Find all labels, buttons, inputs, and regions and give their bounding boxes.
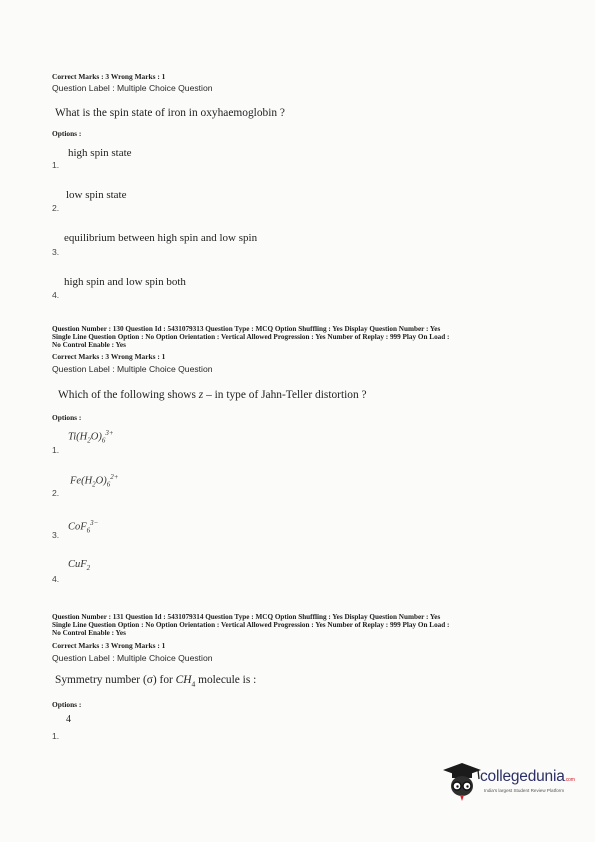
brand-tagline: India's largest Student Review Platform: [484, 788, 565, 793]
formula-charge: 3+: [105, 429, 114, 437]
q129-option-text: high spin and low spin both: [64, 276, 186, 288]
q130-option-formula: [68, 559, 90, 572]
q129-question: What is the spin state of iron in oxyhaemoglobin ?: [55, 107, 285, 119]
q130-option-number: 4.: [52, 574, 60, 584]
q130-option-formula: [70, 473, 118, 489]
q129-options-heading: Options :: [52, 129, 82, 138]
formula-part: CoF: [68, 521, 87, 533]
q129-option-number: 4.: [52, 290, 60, 300]
formula-sub: 2: [87, 436, 91, 445]
q129-option-text: low spin state: [66, 189, 127, 201]
brand-name: [480, 768, 575, 786]
collegedunia-logo: [440, 760, 580, 804]
formula-sub: 2: [92, 480, 96, 489]
formula-part: O): [95, 475, 107, 487]
q131-meta-line: Question Number : 131 Question Id : 5431079314 Question Type : MCQ Option Shuffling : Yes Display Question Number : Yes: [52, 613, 441, 621]
formula-sub: 2: [86, 564, 91, 573]
formula-part: O): [90, 431, 102, 443]
q130-option-number: 3.: [52, 530, 60, 540]
formula-sub: 6: [106, 480, 111, 489]
q129-label: Question Label : Multiple Choice Question: [52, 83, 213, 93]
q129-option-number: 3.: [52, 247, 60, 257]
q130-option-number: 2.: [52, 488, 60, 498]
q129-option-text: high spin state: [68, 147, 132, 159]
q130-meta-line: Question Number : 130 Question Id : 5431079313 Question Type : MCQ Option Shuffling : Yes Display Question Number : Yes: [52, 325, 441, 333]
q131-question-chem-sub: 4: [191, 679, 196, 689]
q130-marks: Correct Marks : 3 Wrong Marks : 1: [52, 352, 166, 361]
q131-meta-line: Single Line Question Option : No Option Orientation : Vertical Allowed Progression : Yes Number of Replay : 999 Play On Load :: [52, 621, 450, 629]
q131-question-post: molecule is :: [195, 674, 257, 686]
formula-part: Ti(H: [68, 431, 88, 443]
q129-marks: Correct Marks : 3 Wrong Marks : 1: [52, 72, 166, 81]
q131-options-heading: Options :: [52, 700, 82, 709]
q131-question-pre: Symmetry number (σ) for: [55, 674, 176, 686]
formula-charge: 3−: [90, 519, 99, 527]
q131-option-number: 1.: [52, 731, 60, 741]
formula-part: Fe(H: [70, 475, 93, 487]
q130-question: [58, 389, 367, 401]
q130-options-heading: Options :: [52, 413, 82, 422]
q130-question-post: – in type of Jahn-Teller distortion ?: [203, 389, 367, 401]
q131-marks: Correct Marks : 3 Wrong Marks : 1: [52, 641, 166, 650]
q130-question-z: z: [198, 389, 204, 401]
q130-label: Question Label : Multiple Choice Question: [52, 364, 213, 374]
formula-sub: 6: [101, 436, 106, 445]
q131-option-text: 4: [66, 714, 71, 725]
formula-charge: 2+: [110, 473, 119, 481]
q130-meta-line: Single Line Question Option : No Option Orientation : Vertical Allowed Progression : Yes Number of Replay : 999 Play On Load :: [52, 333, 450, 341]
q130-meta-line: No Control Enable : Yes: [52, 341, 126, 349]
brand-suffix: .com: [564, 777, 575, 783]
formula-sub: 6: [86, 526, 91, 535]
q130-question-pre: Which of the following shows: [58, 389, 199, 401]
q131-label: Question Label : Multiple Choice Question: [52, 653, 213, 663]
q130-option-formula: [68, 519, 98, 535]
q131-meta-line: No Control Enable : Yes: [52, 629, 126, 637]
q131-question: [55, 674, 256, 688]
graduate-mascot-icon: [440, 760, 484, 804]
q129-option-number: 1.: [52, 160, 60, 170]
q130-option-number: 1.: [52, 445, 60, 455]
formula-part: CuF: [68, 559, 87, 570]
q129-option-text: equilibrium between high spin and low spin: [64, 232, 258, 244]
q130-option-formula: [68, 429, 114, 445]
q131-question-chem: CH: [175, 674, 192, 686]
brand-name-text: collegedunia: [480, 768, 565, 785]
q129-option-number: 2.: [52, 203, 60, 213]
